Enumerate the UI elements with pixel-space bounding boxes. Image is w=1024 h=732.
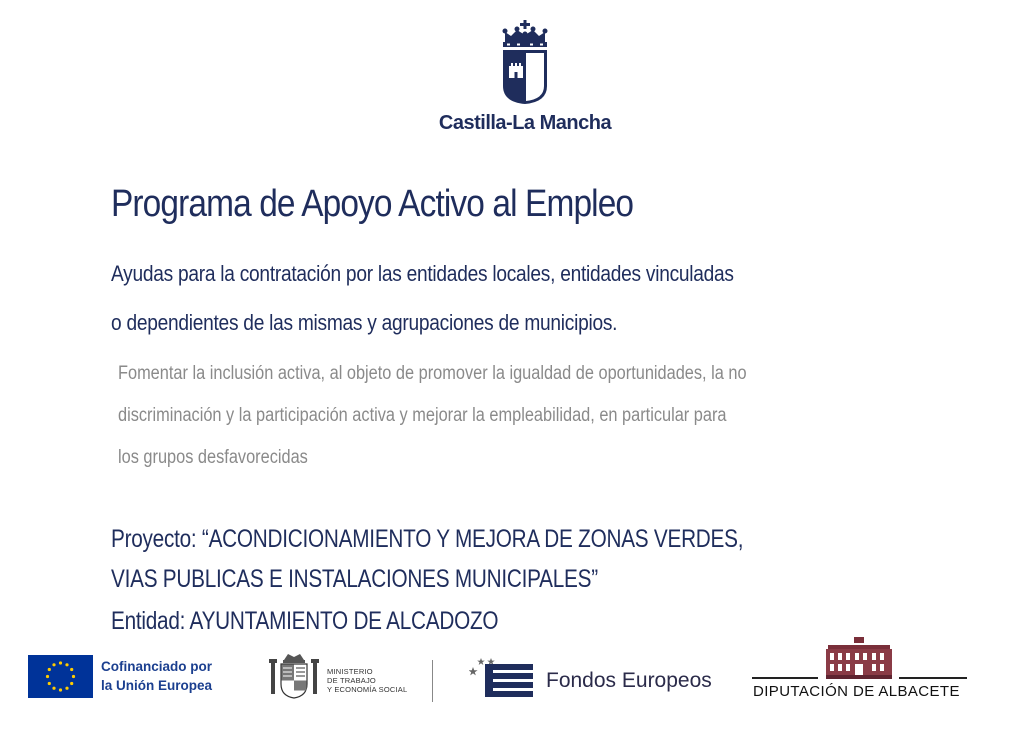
diputacion-rule-right <box>899 677 967 679</box>
description-line-3: los grupos desfavorecidas <box>118 447 308 468</box>
page-title: Programa de Apoyo Activo al Empleo <box>111 183 634 225</box>
project-line-1: Proyecto: “ACONDICIONAMIENTO Y MEJORA DE ZONAS VERDES, <box>111 525 744 553</box>
eu-flag-icon <box>28 655 93 698</box>
eu-cofinanced-label <box>101 657 212 695</box>
entity-line: Entidad: AYUNTAMIENTO DE ALCADOZO <box>111 607 499 635</box>
castilla-la-mancha-wordmark: Castilla-La Mancha <box>438 112 612 134</box>
spain-coat-of-arms-icon <box>268 650 320 702</box>
description-line-1: Fomentar la inclusión activa, al objeto de promover la igualdad de oportunidades, la no <box>118 363 747 384</box>
ministry-line-2: DE TRABAJO <box>327 676 376 685</box>
castilla-la-mancha-crest-icon <box>497 20 553 108</box>
eu-line-2: la Unión Europea <box>101 678 213 693</box>
diputacion-building-icon <box>826 637 892 679</box>
eu-line-1: Cofinanciado por <box>101 659 212 674</box>
fondos-europeos-label: Fondos Europeos <box>546 669 712 692</box>
divider <box>432 660 433 702</box>
diputacion-rule-left <box>752 677 818 679</box>
project-line-2: VIAS PUBLICAS E INSTALACIONES MUNICIPALES” <box>111 565 598 593</box>
ministry-label <box>327 667 407 694</box>
description-line-2: discriminación y la participación activa y mejorar la empleabilidad, en particular para <box>118 405 727 426</box>
fondos-europeos-icon <box>469 655 539 703</box>
subtitle-line-1: Ayudas para la contratación por las entidades locales, entidades vinculadas <box>111 261 734 286</box>
subtitle-line-2: o dependientes de las mismas y agrupaciones de municipios. <box>111 310 618 335</box>
ministry-line-3: Y ECONOMÍA SOCIAL <box>327 685 408 694</box>
ministry-line-1: MINISTERIO <box>327 667 373 676</box>
diputacion-label: DIPUTACIÓN DE ALBACETE <box>753 683 960 700</box>
